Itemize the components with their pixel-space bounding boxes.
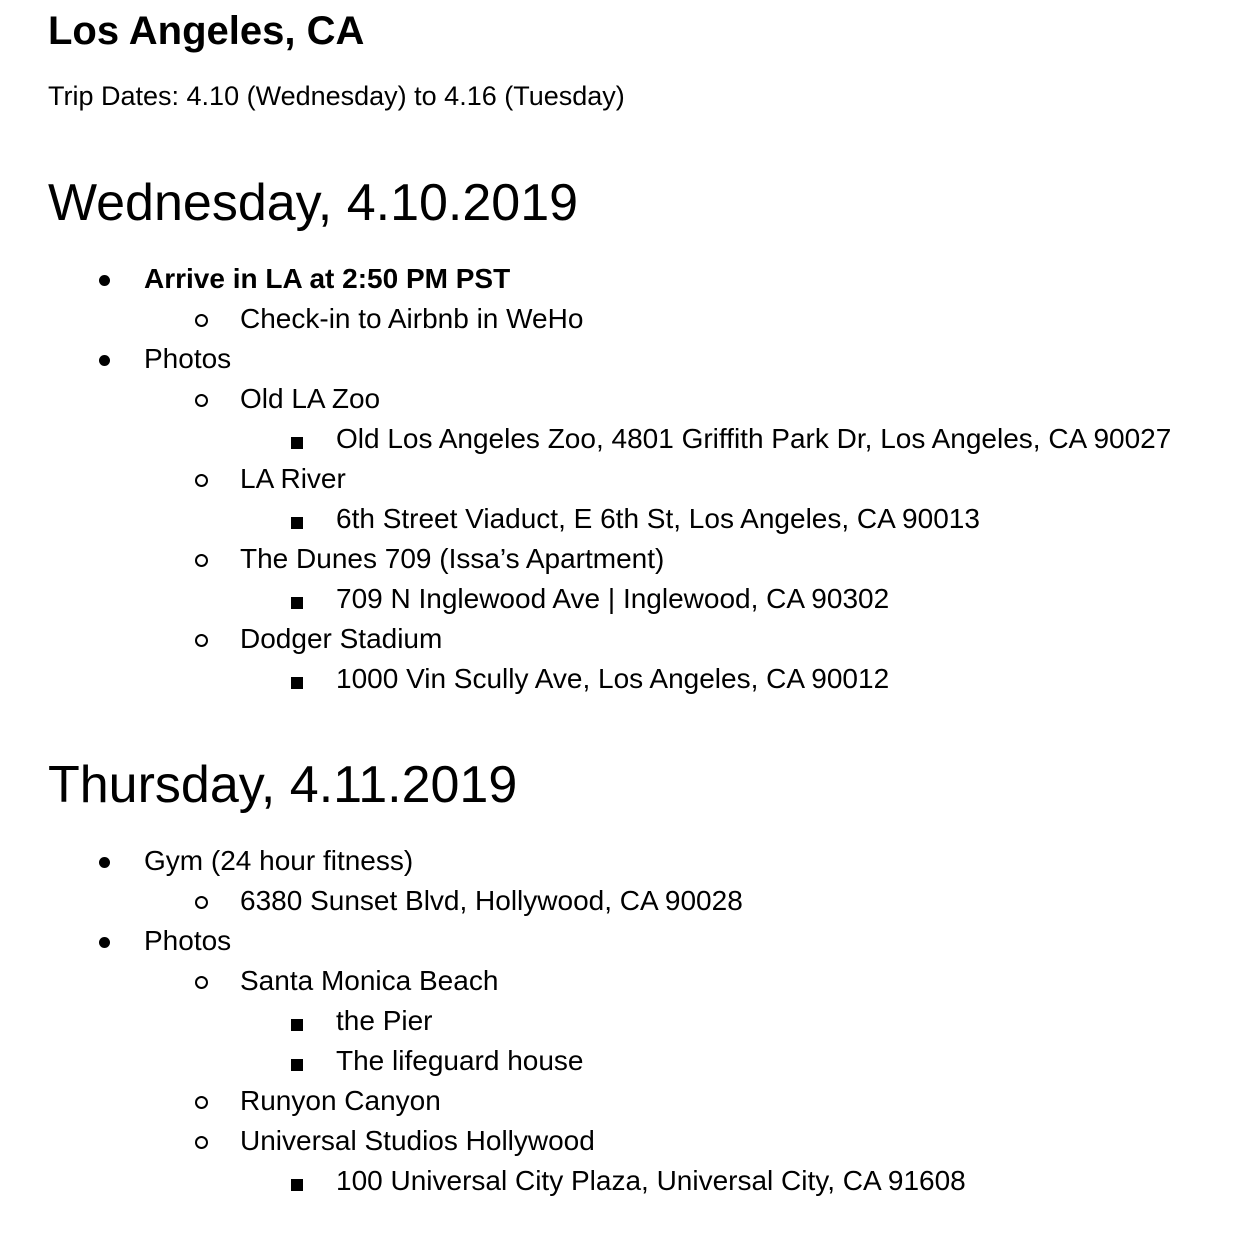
list-item-text: Universal Studios Hollywood (240, 1125, 595, 1156)
list-item-text: Old LA Zoo (240, 383, 381, 414)
list-item-text: 6th Street Viaduct, E 6th St, Los Angeles, CA 90013 (336, 503, 980, 534)
list-item-text: Photos (144, 925, 232, 956)
list-item-text: Old Los Angeles Zoo, 4801 Griffith Park Dr, Los Angeles, CA 90027 (336, 423, 1172, 454)
list-item-text: The Dunes 709 (Issa’s Apartment) (240, 543, 665, 574)
bullet-disc-icon (99, 937, 110, 948)
list-item-text: LA River (240, 463, 346, 494)
trip-dates: Trip Dates: 4.10 (Wednesday) to 4.16 (Tuesday) (48, 81, 625, 111)
bullet-circle-icon (195, 1136, 208, 1149)
bullet-circle-icon (195, 554, 208, 567)
bullet-disc-icon (99, 857, 110, 868)
list-item-text: Santa Monica Beach (240, 965, 499, 996)
document-title: Los Angeles, CA (48, 9, 365, 53)
list-item-text: Dodger Stadium (240, 623, 443, 654)
day-heading: Wednesday, 4.10.2019 (48, 174, 579, 232)
bullet-square-icon (291, 517, 303, 529)
list-item-text: 6380 Sunset Blvd, Hollywood, CA 90028 (240, 885, 743, 916)
list-item-text: Gym (24 hour fitness) (144, 845, 414, 876)
bullet-circle-icon (195, 1096, 208, 1109)
bullet-square-icon (291, 597, 303, 609)
bullet-square-icon (291, 1019, 303, 1031)
bullet-square-icon (291, 1059, 303, 1071)
bullet-circle-icon (195, 976, 208, 989)
bullet-square-icon (291, 677, 303, 689)
list-item-text: Photos (144, 343, 232, 374)
list-item-text: 100 Universal City Plaza, Universal City, CA 91608 (336, 1165, 966, 1196)
bullet-circle-icon (195, 634, 208, 647)
list-item-text: Arrive in LA at 2:50 PM PST (144, 263, 511, 294)
bullet-disc-icon (99, 355, 110, 366)
list-item-text: Runyon Canyon (240, 1085, 441, 1116)
bullet-circle-icon (195, 394, 208, 407)
list-item-text: 1000 Vin Scully Ave, Los Angeles, CA 90012 (336, 663, 890, 694)
list-item-text: 709 N Inglewood Ave | Inglewood, CA 90302 (336, 583, 890, 614)
day-heading: Thursday, 4.11.2019 (48, 756, 518, 814)
bullet-circle-icon (195, 474, 208, 487)
bullet-square-icon (291, 1179, 303, 1191)
bullet-square-icon (291, 437, 303, 449)
list-item-text: Check-in to Airbnb in WeHo (240, 303, 584, 334)
list-item-text: The lifeguard house (336, 1045, 584, 1076)
bullet-circle-icon (195, 314, 208, 327)
bullet-circle-icon (195, 896, 208, 909)
bullet-disc-icon (99, 275, 110, 286)
list-item-text: the Pier (336, 1005, 433, 1036)
